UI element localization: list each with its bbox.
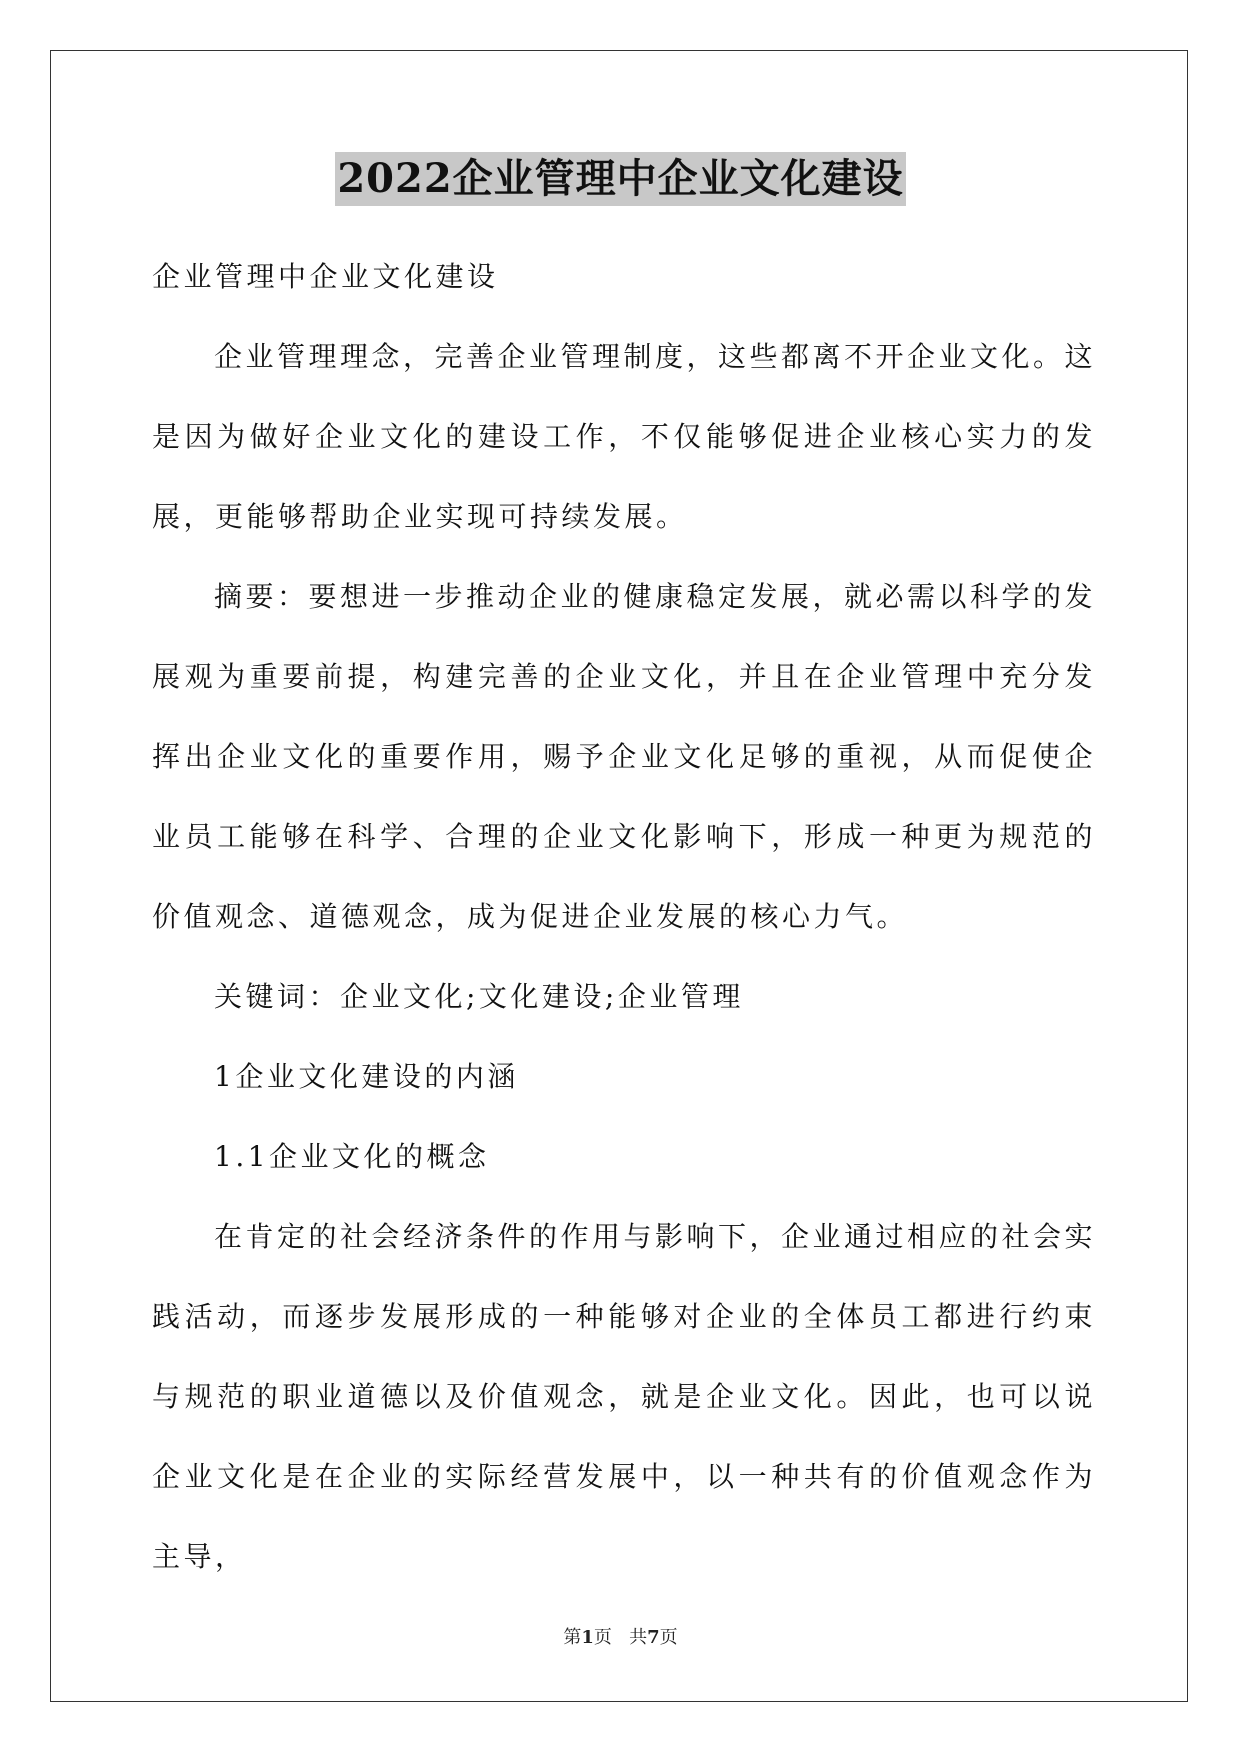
section-heading-1-1: 1.1企业文化的概念: [214, 1140, 490, 1173]
total-pages: 7: [647, 1627, 660, 1648]
page-prefix: 第: [563, 1627, 582, 1648]
document-title: 2022企业管理中企业文化建设: [335, 152, 905, 206]
total-suffix: 页: [659, 1627, 678, 1648]
page-footer: [0, 1626, 1241, 1650]
title-container: [0, 152, 1241, 206]
section-heading-1: 1企业文化建设的内涵: [214, 1060, 519, 1093]
paragraph-abstract: 摘要：要想进一步推动企业的健康稳定发展，就必需以科学的发展观为重要前提，构建完善的企业文化，并且在企业管理中充分发挥出企业文化的重要作用，赐予企业文化足够的重视，从而促使企业员工能够在科学、合理的企业文化影响下，形成一种更为规范的价值观念、道德观念，成为促进企业发展的核心力气。: [152, 580, 1097, 933]
paragraph-definition: 在肯定的社会经济条件的作用与影响下，企业通过相应的社会实践活动，而逐步发展形成的一种能够对企业的全体员工都进行约束与规范的职业道德以及价值观念，就是企业文化。因此，也可以说企业文化是在企业的实际经营发展中，以一种共有的价值观念作为主导，: [152, 1220, 1097, 1573]
page-suffix: 页: [593, 1627, 612, 1648]
document-body: [152, 237, 1096, 1597]
page-number: 1: [581, 1627, 594, 1648]
document-subtitle: 企业管理中企业文化建设: [152, 260, 499, 293]
paragraph-intro: 企业管理理念，完善企业管理制度，这些都离不开企业文化。这是因为做好企业文化的建设工作，不仅能够促进企业核心实力的发展，更能够帮助企业实现可持续发展。: [152, 340, 1097, 533]
paragraph-keywords: 关键词：企业文化;文化建设;企业管理: [214, 980, 744, 1013]
total-prefix: 共: [629, 1627, 648, 1648]
